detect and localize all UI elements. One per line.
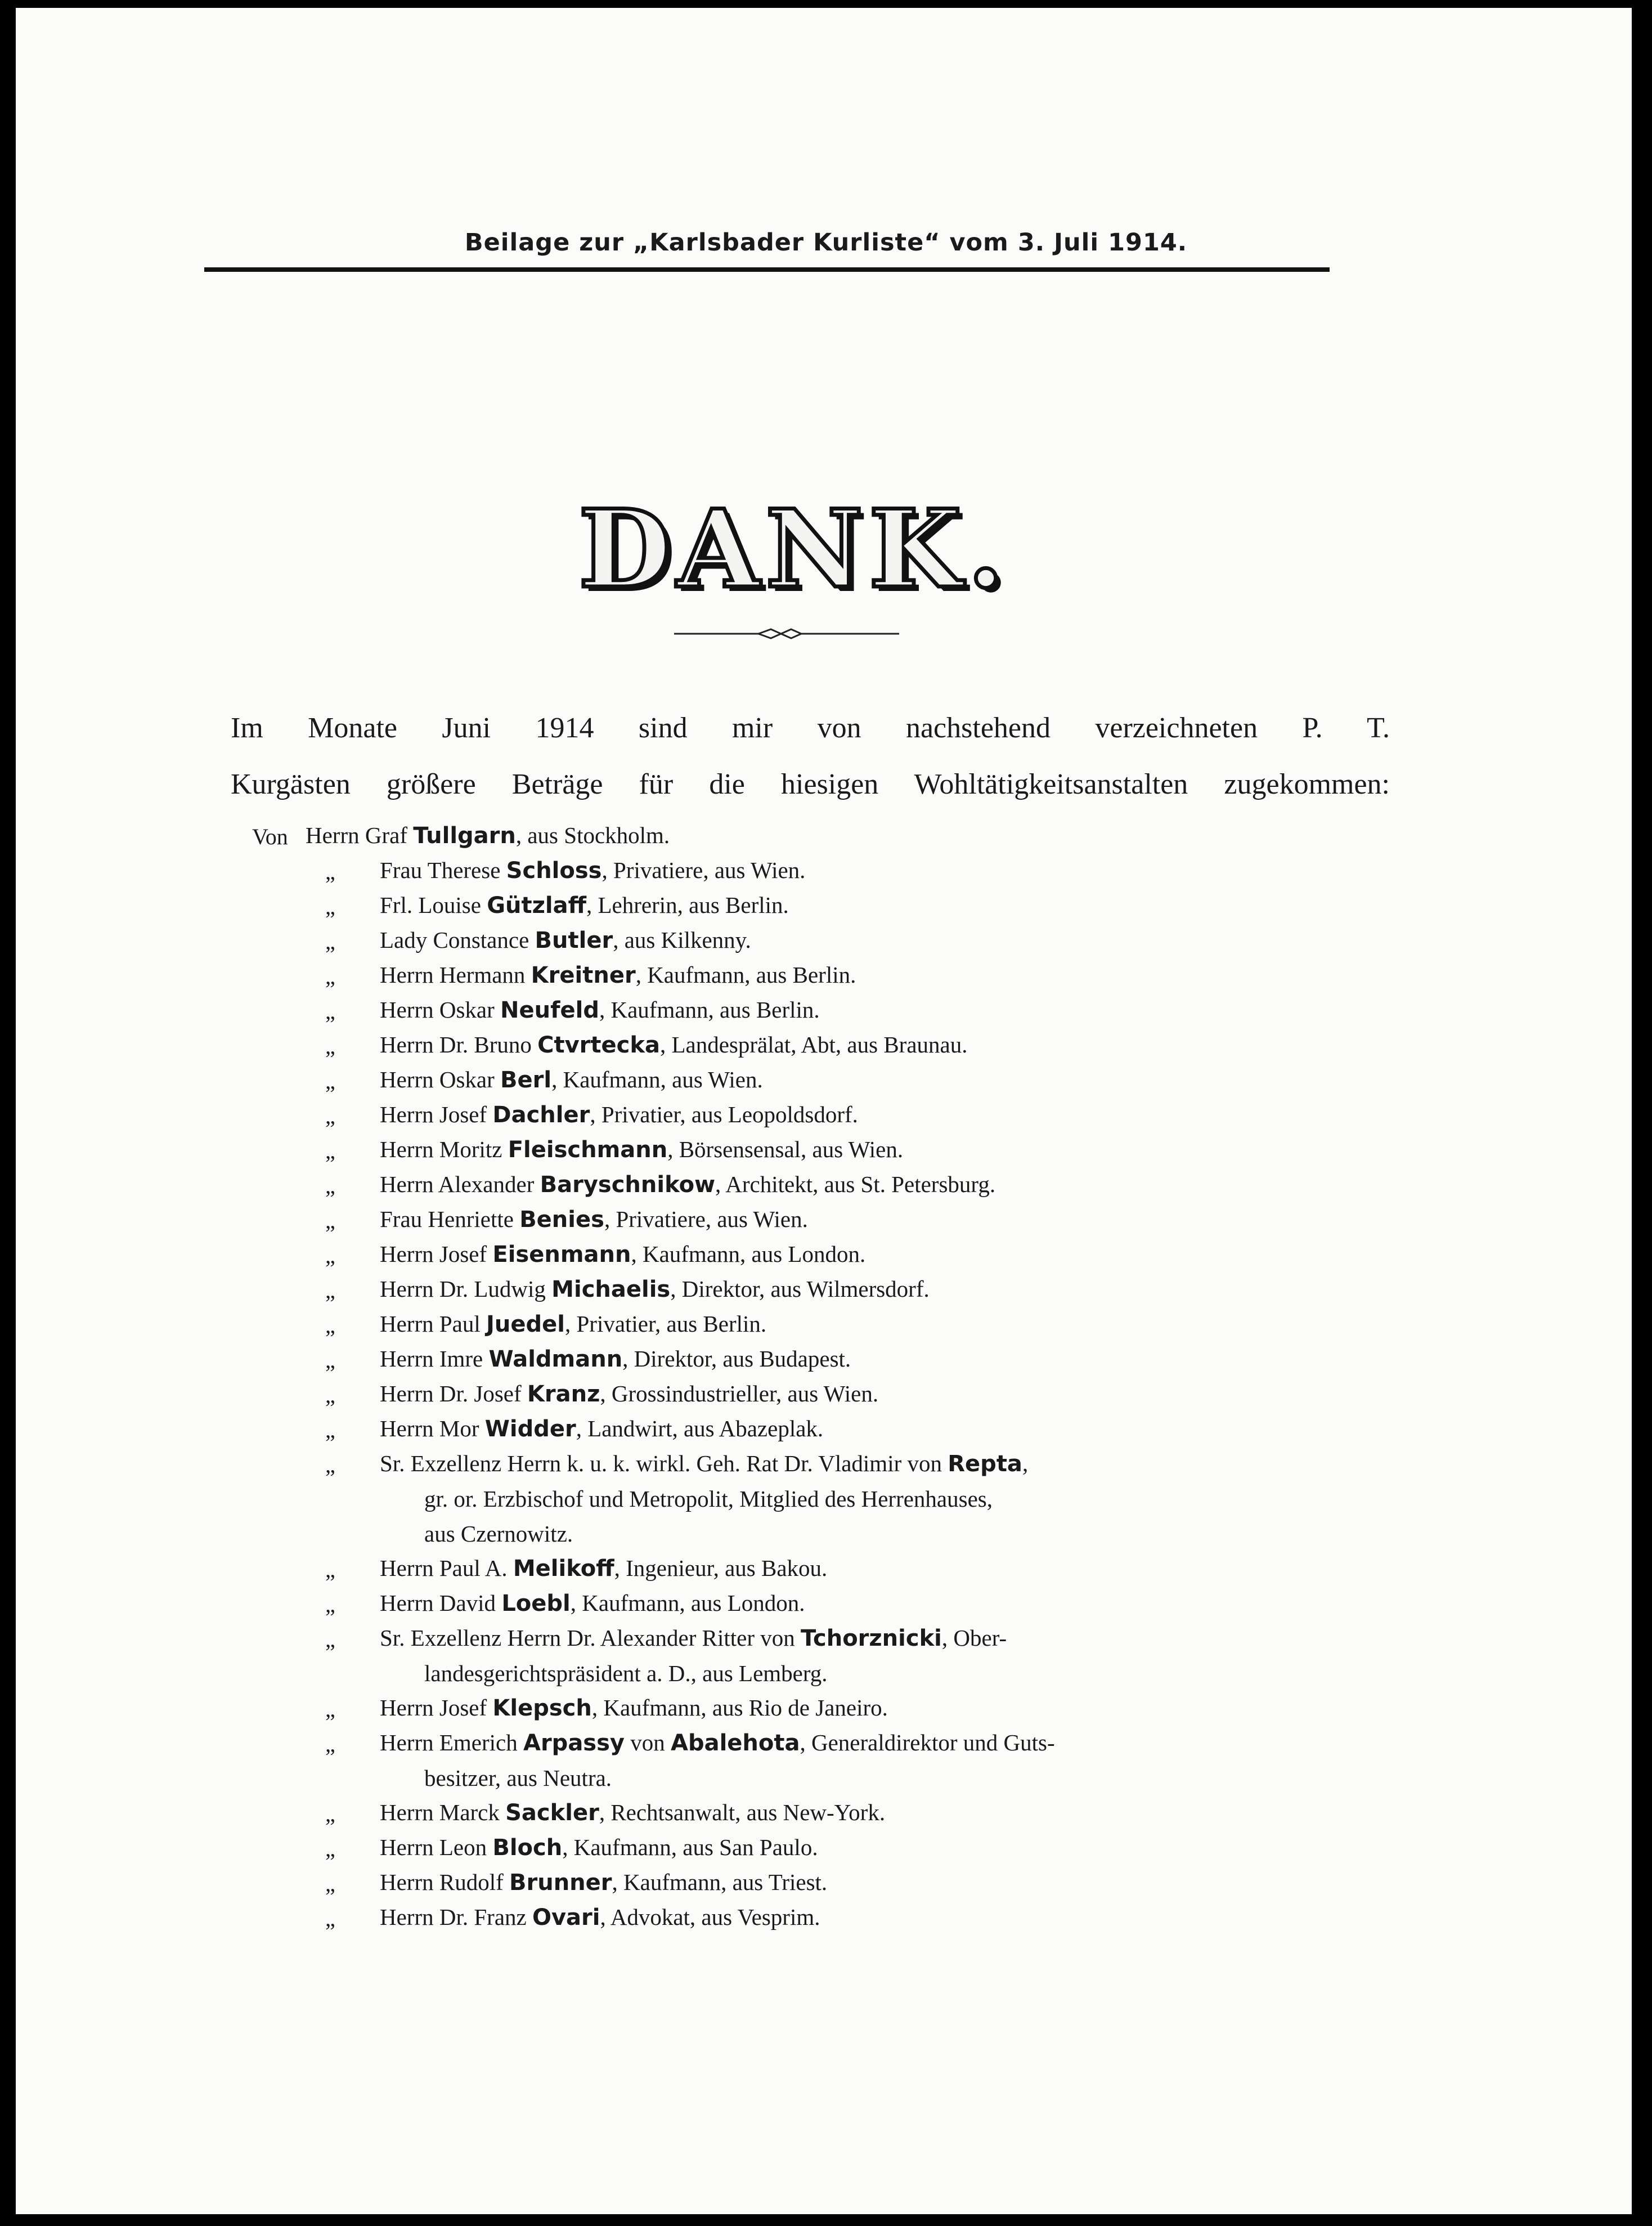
entry-text [380,1167,1361,1202]
entry-details: , Kaufmann, aus Berlin. [599,997,820,1023]
donor-list [252,818,1361,1935]
entry-details: , Generaldirektor und Guts- [800,1730,1055,1755]
entry-details: , Kaufmann, aus London. [570,1590,805,1616]
entry-text [380,853,1361,888]
entry-text [380,1691,1361,1726]
ditto-mark: „ [325,1452,335,1477]
ditto-mark: „ [325,1103,335,1128]
entry-text [380,1272,1361,1307]
entry-text [380,1063,1361,1098]
ornament-divider [674,627,899,641]
entry-details: , [1022,1450,1029,1476]
entry-text [380,1551,1361,1586]
entry-details: , Lehrerin, aus Berlin. [586,892,789,918]
donor-surname: Tchorznicki [801,1625,942,1651]
ditto-mark: „ [325,1173,335,1198]
ditto-mark: „ [325,1871,335,1896]
entry-prefix: Herrn Paul [380,1311,487,1337]
entry-prefix: Herrn Oskar [380,1067,501,1092]
entry-text [380,993,1361,1028]
list-item [291,1307,1361,1342]
entry-prefix: Lady Constance [380,927,535,953]
entry-details: , Privatier, aus Leopoldsdorf. [590,1101,858,1127]
entry-details: , Landesprälat, Abt, aus Braunau. [659,1032,968,1058]
ditto-mark: „ [325,1417,335,1443]
entry-text [306,818,1361,853]
ditto-mark: „ [325,1033,335,1059]
list-item [291,1202,1361,1237]
page-title: DANK. [578,486,1011,612]
list-item [291,1237,1361,1272]
list-item [291,1726,1361,1795]
entry-text [380,1446,1361,1481]
entry-details: , Kaufmann, aus London. [631,1241,866,1267]
ditto-mark: „ [325,1138,335,1163]
donor-surname: Ovari [532,1905,600,1931]
entry-text [380,1586,1361,1621]
entry-text [380,1865,1361,1900]
ditto-mark: „ [325,1347,335,1373]
ditto-mark: „ [325,1068,335,1094]
list-item [291,1830,1361,1865]
list-item [291,1621,1361,1691]
donor-surname: Eisenmann [492,1242,631,1267]
donor-surname: Dachler [492,1102,590,1128]
donor-surname: Baryschnikow [540,1172,716,1198]
list-item [291,1900,1361,1935]
donor-surname: Gützlaff [487,893,587,919]
list-item [252,818,1361,853]
entry-details: , Börsensensal, aus Wien. [667,1136,904,1162]
entry-prefix: Herrn Josef [380,1695,493,1721]
donor-surname: Ctvrtecka [537,1032,660,1058]
entry-text [380,1726,1361,1761]
list-item [291,1272,1361,1307]
ditto-mark: „ [325,998,335,1024]
ditto-mark: „ [325,1906,335,1931]
entry-text [380,1342,1361,1377]
donor-surname: Neufeld [500,997,599,1023]
entry-prefix: Herrn Dr. Bruno [380,1032,538,1058]
entry-prefix: Sr. Exzellenz Herrn k. u. k. wirkl. Geh. Rat Dr. Vladimir von [380,1450,948,1476]
list-item [291,1865,1361,1900]
list-item [291,1028,1361,1063]
entry-details: , Kaufmann, aus Berlin. [635,962,856,988]
donor-surname: Sackler [505,1800,599,1826]
entry-details: , aus Kilkenny. [613,927,751,953]
donor-surname: Brunner [509,1870,612,1896]
list-item [291,888,1361,923]
entry-middle: von [625,1730,671,1755]
entry-details: , Grossindustrieller, aus Wien. [600,1381,879,1407]
entry-details: , Landwirt, aus Abazeplak. [576,1416,824,1441]
list-item [291,1551,1361,1586]
entry-continuation: besitzer, aus Neutra. [424,1765,612,1791]
entry-text [380,1377,1361,1412]
entry-prefix: Herrn Graf [306,822,414,848]
list-item [291,1795,1361,1830]
ditto-mark: „ [325,1836,335,1861]
entry-text [380,958,1361,993]
entry-prefix: Herrn Emerich [380,1730,523,1755]
list-item [291,993,1361,1028]
list-item [291,1412,1361,1446]
ditto-mark: „ [325,894,335,919]
donor-surname: Repta [948,1451,1022,1477]
entry-prefix: Herrn Paul A. [380,1555,513,1581]
entry-text [380,1098,1361,1132]
entry-continuation: gr. or. Erzbischof und Metropolit, Mitglied des Herrenhauses, [424,1486,993,1512]
entry-prefix: Herrn Alexander [380,1171,540,1197]
donor-surname: Juedel [486,1311,565,1337]
entry-prefix: Herrn Marck [380,1799,506,1825]
entry-text [380,1237,1361,1272]
entry-text [380,1830,1361,1865]
intro-paragraph [231,700,1390,813]
document-page [16,8,1632,2214]
list-item [291,1691,1361,1726]
entry-details: , Privatiere, aus Wien. [604,1206,808,1232]
entry-details: , Kaufmann, aus Rio de Janeiro. [591,1695,888,1721]
ditto-mark: „ [325,859,335,884]
entry-prefix: Herrn Mor [380,1416,485,1441]
donor-surname: Butler [535,928,613,953]
list-item [291,853,1361,888]
list-item [291,1342,1361,1377]
donor-surname: Widder [484,1416,576,1442]
entry-details: , Direktor, aus Wilmersdorf. [670,1276,930,1302]
intro-line-1: Im Monate Juni 1914 sind mir von nachstehend verzeichneten P. T. [231,712,1390,744]
ditto-mark: „ [325,1801,335,1826]
entry-details: , aus Stockholm. [515,822,670,848]
entry-prefix: Herrn Josef [380,1241,493,1267]
entry-details: , Privatier, aus Berlin. [564,1311,767,1337]
entry-details: , Kaufmann, aus Wien. [551,1067,763,1092]
entry-text [380,1900,1361,1935]
list-item [291,1167,1361,1202]
entry-details: , Advokat, aus Vesprim. [600,1904,820,1930]
entry-text [380,1412,1361,1446]
entry-prefix: Herrn Josef [380,1101,493,1127]
list-item [291,923,1361,958]
list-item [291,1132,1361,1167]
ditto-mark: „ [325,1382,335,1408]
entry-prefix: Herrn Dr. Ludwig [380,1276,552,1302]
entry-continuation: aus Czernowitz. [424,1521,573,1547]
entry-prefix: Frau Henriette [380,1206,520,1232]
entry-text [380,1132,1361,1167]
donor-surname: Tullgarn [413,823,516,849]
ditto-mark: Von [252,824,288,849]
donor-surname: Waldmann [488,1346,623,1372]
ditto-mark: „ [325,1731,335,1757]
list-item [291,1446,1361,1551]
entry-details: , Architekt, aus St. Petersburg. [715,1171,996,1197]
entry-prefix: Herrn Imre [380,1346,489,1372]
donor-surname: Loebl [501,1591,571,1616]
entry-text [380,1621,1361,1656]
entry-prefix: Sr. Exzellenz Herrn Dr. Alexander Ritter von [380,1625,801,1651]
donor-surname: Bloch [492,1835,563,1861]
donor-surname: Benies [519,1207,604,1233]
list-item [291,1377,1361,1412]
donor-surname: Michaelis [551,1277,671,1302]
entry-text [380,1028,1361,1063]
entry-prefix: Frau Therese [380,857,506,883]
entry-prefix: Herrn Hermann [380,962,531,988]
ditto-mark: „ [325,1313,335,1338]
ditto-mark: „ [325,1592,335,1617]
ditto-mark: „ [325,1243,335,1268]
ditto-mark: „ [325,1278,335,1303]
entry-details: , Privatiere, aus Wien. [601,857,806,883]
donor-surname: Fleischmann [508,1137,668,1163]
entry-prefix: Herrn Rudolf [380,1869,510,1895]
donor-surname: Melikoff [513,1556,614,1582]
entry-text [380,888,1361,923]
list-item [291,1098,1361,1132]
entry-details: , Direktor, aus Budapest. [622,1346,851,1372]
donor-surname: Schloss [506,858,602,884]
header-rule [204,267,1330,272]
list-item [291,1063,1361,1098]
donor-surname: Kranz [527,1381,600,1407]
donor-surname: Abalehota [671,1730,800,1756]
entry-text [380,923,1361,958]
entry-text [380,1307,1361,1342]
entry-continuation: landesgerichtspräsident a. D., aus Lemberg. [424,1660,828,1686]
ditto-mark: „ [325,1696,335,1722]
list-item [291,958,1361,993]
ditto-mark: „ [325,1557,335,1582]
list-item [291,1586,1361,1621]
donor-surname: Berl [500,1067,552,1093]
donor-surname: Kreitner [531,962,636,988]
entry-details: , Rechtsanwalt, aus New-York. [599,1799,886,1825]
entry-details: , Kaufmann, aus San Paulo. [562,1834,818,1860]
entry-prefix: Herrn David [380,1590,502,1616]
entry-text [380,1202,1361,1237]
entry-prefix: Herrn Dr. Josef [380,1381,527,1407]
entry-prefix: Herrn Dr. Franz [380,1904,532,1930]
supplement-header: Beilage zur „Karlsbader Kurliste“ vom 3. Juli 1914. [464,229,1188,257]
entry-prefix: Frl. Louise [380,892,487,918]
entry-prefix: Herrn Moritz [380,1136,508,1162]
entry-details: , Ingenieur, aus Bakou. [614,1555,828,1581]
entry-details: , Kaufmann, aus Triest. [612,1869,828,1895]
ditto-mark: „ [325,1208,335,1233]
ditto-mark: „ [325,964,335,989]
entry-prefix: Herrn Oskar [380,997,501,1023]
ditto-mark: „ [325,1627,335,1652]
ditto-mark: „ [325,929,335,954]
intro-line-2: Kurgästen größere Beträge für die hiesigen Wohltätigkeitsanstalten zugekommen: [231,768,1390,800]
entry-prefix: Herrn Leon [380,1834,493,1860]
entry-details: , Ober- [941,1625,1007,1651]
donor-surname: Arpassy [523,1730,625,1756]
entry-text [380,1795,1361,1830]
donor-surname: Klepsch [492,1695,592,1721]
